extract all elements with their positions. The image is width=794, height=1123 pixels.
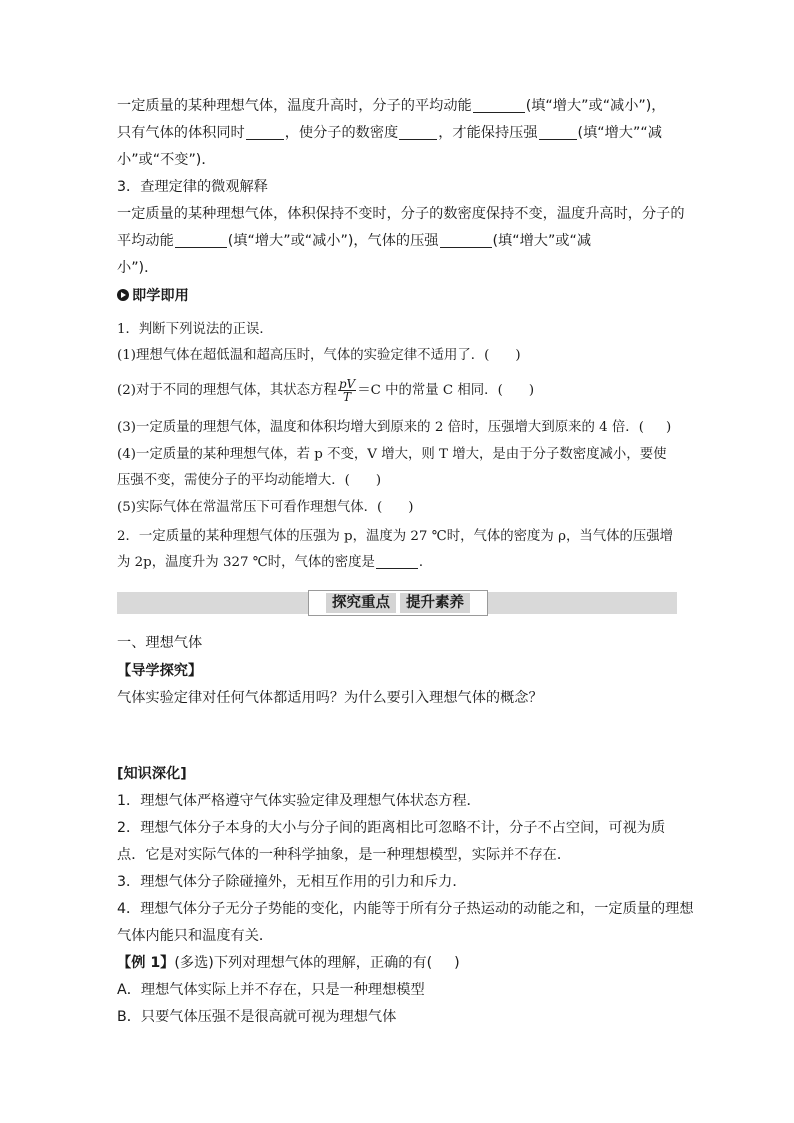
answer-blank[interactable]	[376, 554, 418, 569]
answer-blank[interactable]	[440, 233, 492, 248]
ideal-gas-heading: 一、理想气体	[117, 635, 203, 651]
knowledge-1: 1．理想气体严格遵守气体实验定律及理想气体状态方程．	[117, 793, 481, 809]
answer-blank[interactable]	[539, 125, 577, 140]
banner-left-label: 探究重点	[326, 593, 396, 613]
answer-blank[interactable]	[399, 125, 437, 140]
q1-item-5: (5)实际气体在常温常压下可看作理想气体．( )	[117, 500, 414, 515]
deepen-label: [知识深化]	[117, 766, 187, 782]
guide-label: 【导学探究】	[117, 663, 203, 679]
section-banner	[308, 590, 488, 616]
knowledge-2b: 点．它是对实际气体的一种科学抽象，是一种理想模型，实际并不存在．	[117, 847, 572, 863]
q1-item-4b: 压强不变，需使分子的平均动能增大．( )	[117, 473, 382, 488]
gaylussac-line-1: 一定质量的某种理想气体，温度升高时，分子的平均动能 (填“增大”或“减小”)，	[117, 98, 666, 114]
charles-line-1: 一定质量的某种理想气体，体积保持不变时，分子的数密度保持不变，温度升高时，分子的	[117, 206, 685, 222]
gaylussac-line-2: 只有气体的体积同时 ，使分子的数密度 ，才能保持压强 (填“增大”“减	[117, 125, 662, 141]
example-label: 【例 1】	[117, 955, 175, 971]
play-circle-icon	[117, 289, 129, 301]
charles-line-3: 小”)．	[117, 260, 159, 276]
q1-item-2: (2)对于不同的理想气体，其状态方程 $\frac{pV}{T}$ ＝C 中的常量 C 相同．( )	[117, 377, 535, 404]
charles-line-2: 平均动能 (填“增大”或“减小”)，气体的压强 (填“增大”或“减	[117, 233, 592, 249]
answer-blank[interactable]	[246, 125, 284, 140]
knowledge-4b: 气体内能只和温度有关．	[117, 928, 274, 944]
answer-blank[interactable]	[473, 98, 525, 113]
guide-question: 气体实验定律对任何气体都适用吗？为什么要引入理想气体的概念？	[117, 690, 543, 706]
example-1: 【例 1】(多选)下列对理想气体的理解，正确的有( )	[117, 955, 460, 971]
answer-blank[interactable]	[175, 233, 227, 248]
charles-heading: 3．查理定律的微观解释	[117, 179, 268, 195]
option-b[interactable]: B．只要气体压强不是很高就可视为理想气体	[117, 1009, 397, 1025]
q1-title: 1．判断下列说法的正误．	[117, 322, 273, 337]
q2-line-1: 2．一定质量的某种理想气体的压强为 p，温度为 27 ℃时，气体的密度为 ρ，当气体的压强增	[117, 529, 674, 544]
knowledge-2a: 2．理想气体分子本身的大小与分子间的距离相比可忽略不计，分子不占空间，可视为质	[117, 820, 666, 836]
q1-item-4a: (4)一定质量的某种理想气体，若 p 不变，V 增大，则 T 增大，是由于分子数密度减小，要使	[117, 447, 667, 462]
option-a[interactable]: A．理想气体实际上并不存在，只是一种理想模型	[117, 982, 425, 998]
q1-item-1: (1)理想气体在超低温和超高压时，气体的实验定律不适用了．( )	[117, 348, 521, 363]
q2-line-2: 为 2p，温度升为 327 ℃时，气体的密度是 ．	[117, 555, 433, 570]
fraction-pv-over-t: $\frac{pV}{T}$	[338, 377, 356, 404]
knowledge-4a: 4．理想气体分子无分子势能的变化，内能等于所有分子热运动的动能之和，一定质量的理想	[117, 901, 694, 917]
banner-right-label: 提升素养	[400, 593, 470, 613]
q1-item-3: (3)一定质量的理想气体，温度和体积均增大到原来的 2 倍时，压强增大到原来的 4 倍．( )	[117, 420, 672, 435]
gaylussac-line-3: 小”或“不变”)．	[117, 152, 216, 168]
knowledge-3: 3．理想气体分子除碰撞外，无相互作用的引力和斥力．	[117, 874, 467, 890]
apply-label: 即学即用	[117, 286, 677, 306]
